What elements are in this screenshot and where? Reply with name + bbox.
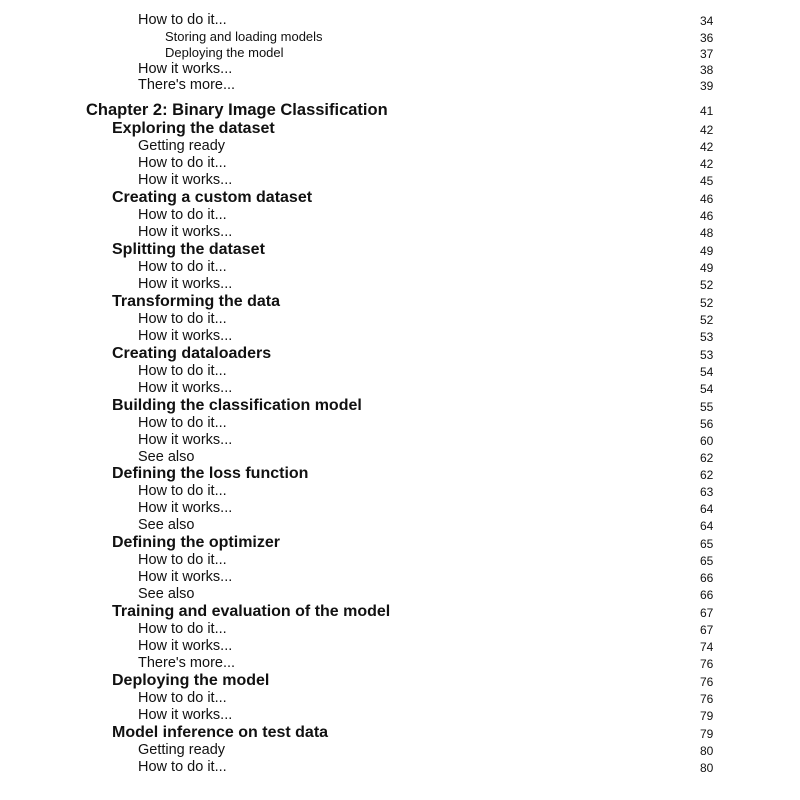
toc-page-number: 54 [700,382,714,396]
toc-entry-title: How it works... [138,276,233,292]
toc-entry-title: How to do it... [138,207,227,223]
toc-entry [0,482,800,500]
toc-entry [0,516,800,534]
toc-page-number: 63 [700,485,714,499]
toc-entry [0,620,800,638]
toc-page-number: 34 [700,14,714,28]
toc-entry-title: How it works... [138,172,233,188]
toc-entry [0,223,800,241]
toc-entry-title: Training and evaluation of the model [112,603,391,620]
toc-page-number: 80 [700,761,714,775]
toc-section-entry [0,672,800,690]
toc-entry-title: How to do it... [138,759,227,775]
toc-entry-title: See also [138,449,195,465]
toc-entry-title: Deploying the model [165,45,284,60]
toc-page-number: 65 [700,537,714,551]
toc-entry-title: How it works... [138,500,233,516]
toc-entry-title: How it works... [138,432,233,448]
toc-entry-title: Transforming the data [112,293,281,310]
toc-entry-title: See also [138,586,195,602]
toc-entry [0,310,800,328]
toc-entry [0,76,800,94]
toc-section-entry [0,120,800,138]
toc-entry [0,275,800,293]
toc-chapter-heading [0,101,800,119]
toc-entry-title: How to do it... [138,311,227,327]
toc-page-number: 76 [700,657,714,671]
toc-entry-title: Deploying the model [112,672,270,689]
toc-section-entry [0,293,800,311]
toc-page-number: 66 [700,571,714,585]
toc-entry [0,448,800,466]
toc-entry-title: How it works... [138,224,233,240]
toc-page-number: 66 [700,588,714,602]
toc-page-number: 76 [700,675,714,689]
toc-section-entry [0,603,800,621]
toc-page-number: 54 [700,365,714,379]
toc-page-number: 79 [700,709,714,723]
toc-entry [0,706,800,724]
toc-page-number: 53 [700,330,714,344]
toc-entry-title: There's more... [138,77,236,93]
toc-page-number: 56 [700,417,714,431]
toc-entry-title: See also [138,517,195,533]
toc-page-number: 60 [700,434,714,448]
toc-entry [0,585,800,603]
toc-page-number: 52 [700,278,714,292]
toc-page-number: 52 [700,296,714,310]
toc-page-number: 74 [700,640,714,654]
toc-entry-title: How it works... [138,380,233,396]
toc-entry [0,499,800,517]
toc-page-number: 76 [700,692,714,706]
toc-entry [0,379,800,397]
toc-page-number: 65 [700,554,714,568]
toc-entry [0,171,800,189]
toc-entry [0,362,800,380]
toc-page-number: 62 [700,468,714,482]
toc-section-entry [0,534,800,552]
toc-entry-title: How it works... [138,328,233,344]
toc-page-number: 49 [700,244,714,258]
toc-entry [0,154,800,172]
toc-entry-title: Creating dataloaders [112,345,272,362]
toc-page-number: 45 [700,174,714,188]
toc-entry-title: How to do it... [138,155,227,171]
toc-entry [0,654,800,672]
toc-page-number: 67 [700,623,714,637]
toc-section-entry [0,241,800,259]
toc-entry-title: Storing and loading models [165,29,323,44]
toc-entry-title: How it works... [138,638,233,654]
toc-entry-title: How to do it... [138,621,227,637]
toc-page-number: 79 [700,727,714,741]
toc-entry-title: There's more... [138,655,236,671]
toc-page-number: 67 [700,606,714,620]
toc-entry [0,258,800,276]
toc-entry-title: Defining the loss function [112,465,309,482]
toc-page-number: 41 [700,104,714,118]
toc-entry [0,431,800,449]
toc-entry-title: Exploring the dataset [112,120,275,137]
toc-page-number: 42 [700,157,714,171]
toc-section-entry [0,724,800,742]
toc-entry-title: Chapter 2: Binary Image Classification [86,101,388,119]
toc-entry [0,11,800,29]
toc-page-number: 53 [700,348,714,362]
toc-entry-title: How it works... [138,707,233,723]
toc-page-number: 38 [700,63,714,77]
toc-entry [0,689,800,707]
toc-entry [0,637,800,655]
toc-section-entry [0,189,800,207]
toc-entry [0,568,800,586]
toc-page-number: 52 [700,313,714,327]
toc-entry-title: How to do it... [138,690,227,706]
toc-page-number: 46 [700,209,714,223]
toc-entry [0,741,800,759]
toc-entry-title: Getting ready [138,742,226,758]
toc-page-number: 80 [700,744,714,758]
toc-page-number: 49 [700,261,714,275]
toc-section-entry [0,397,800,415]
toc-page-number: 64 [700,519,714,533]
toc-section-entry [0,465,800,483]
toc-entry-title: How it works... [138,61,233,77]
toc-entry-title: How to do it... [138,363,227,379]
toc-page-number: 42 [700,140,714,154]
toc-page-number: 46 [700,192,714,206]
toc-entry-title: Creating a custom dataset [112,189,313,206]
toc-entry-title: Defining the optimizer [112,534,280,551]
toc-page-number: 37 [700,47,714,61]
toc-entry [0,327,800,345]
toc-entry [0,414,800,432]
toc-entry-title: How to do it... [138,483,227,499]
toc-entry-title: How to do it... [138,415,227,431]
toc-entry-title: How to do it... [138,552,227,568]
toc-page-number: 62 [700,451,714,465]
toc-entry [0,137,800,155]
toc-page-number: 55 [700,400,714,414]
toc-entry [0,758,800,776]
toc-entry [0,206,800,224]
toc-entry-title: How to do it... [138,259,227,275]
toc-section-entry [0,345,800,363]
toc-page-number: 36 [700,31,714,45]
toc-entry [0,551,800,569]
toc-page-number: 48 [700,226,714,240]
toc-page-number: 42 [700,123,714,137]
toc-entry-title: Getting ready [138,138,226,154]
toc-entry-title: Splitting the dataset [112,241,265,258]
toc-entry-title: Building the classification model [112,397,362,414]
toc-entry-title: Model inference on test data [112,724,329,741]
toc-entry-title: How it works... [138,569,233,585]
toc-page-number: 39 [700,79,714,93]
toc-entry-title: How to do it... [138,12,227,28]
toc-page-number: 64 [700,502,714,516]
